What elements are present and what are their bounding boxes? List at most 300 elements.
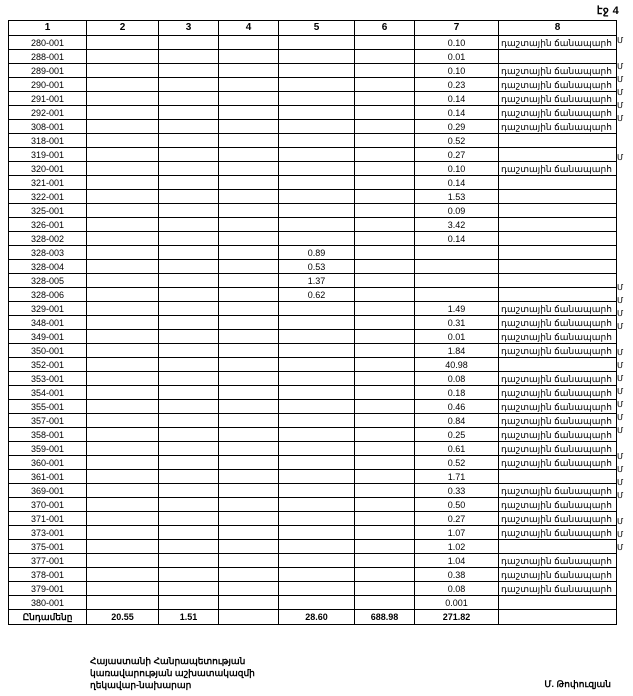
cell-col1: 371-001 [9, 512, 87, 526]
overflow-cell: Մ [617, 36, 624, 45]
overflow-cell [617, 125, 633, 138]
cell-col2 [87, 498, 159, 512]
cell-col7: 0.14 [415, 232, 499, 246]
cell-col8 [499, 50, 617, 64]
cell-col3 [159, 470, 219, 484]
cell-col8: դաշտային ճանապարհ [499, 64, 617, 78]
cell-col4 [219, 36, 279, 50]
cell-col2 [87, 456, 159, 470]
cell-col6 [355, 498, 415, 512]
cell-col7: 1.07 [415, 526, 499, 540]
cell-col3 [159, 554, 219, 568]
cell-col4 [219, 288, 279, 302]
cell-col3 [159, 64, 219, 78]
table-row [9, 218, 617, 232]
cell-col8 [499, 596, 617, 610]
cell-col6 [355, 414, 415, 428]
cell-col4 [219, 456, 279, 470]
cell-col5 [279, 512, 355, 526]
cell-col5 [279, 372, 355, 386]
cell-col7: 1.49 [415, 302, 499, 316]
cell-col1: 291-001 [9, 92, 87, 106]
cell-col8: դաշտային ճանապարհ [499, 372, 617, 386]
cell-col4 [219, 470, 279, 484]
overflow-cell [617, 229, 633, 242]
cell-col2 [87, 64, 159, 78]
cell-col6 [355, 134, 415, 148]
cell-col7: 0.52 [415, 456, 499, 470]
cell-col6 [355, 36, 415, 50]
cell-col3 [159, 316, 219, 330]
cell-col5: 1.37 [279, 274, 355, 288]
cell-col5 [279, 400, 355, 414]
cell-col5 [279, 78, 355, 92]
cell-col8: դաշտային ճանապարհ [499, 484, 617, 498]
cell-col3 [159, 218, 219, 232]
total-cell-col4 [219, 610, 279, 625]
cell-col7: 1.04 [415, 554, 499, 568]
cell-col3 [159, 386, 219, 400]
land-data-table [8, 20, 617, 625]
cell-col5 [279, 190, 355, 204]
cell-col7: 0.25 [415, 428, 499, 442]
cell-col5 [279, 204, 355, 218]
cell-col6 [355, 400, 415, 414]
cell-col1: 328-002 [9, 232, 87, 246]
table-row [9, 512, 617, 526]
total-cell-col1: Ընդամենը [9, 610, 87, 625]
cell-col8: դաշտային ճանապարհ [499, 330, 617, 344]
cell-col4 [219, 190, 279, 204]
page-label: էջ 4 [596, 5, 619, 17]
cell-col5 [279, 148, 355, 162]
cell-col2 [87, 526, 159, 540]
cell-col1: 318-001 [9, 134, 87, 148]
cell-col7: 0.29 [415, 120, 499, 134]
table-row [9, 50, 617, 64]
cell-col3 [159, 120, 219, 134]
cell-col6 [355, 204, 415, 218]
column-header-5: 5 [279, 21, 355, 36]
cell-col3 [159, 512, 219, 526]
cell-col1: 329-001 [9, 302, 87, 316]
cell-col4 [219, 372, 279, 386]
cell-col1: 289-001 [9, 64, 87, 78]
table-row [9, 36, 617, 50]
table-row [9, 162, 617, 176]
cell-col3 [159, 134, 219, 148]
cell-col1: 357-001 [9, 414, 87, 428]
cell-col1: 377-001 [9, 554, 87, 568]
cell-col3 [159, 232, 219, 246]
total-cell-col5: 28.60 [279, 610, 355, 625]
overflow-cell [617, 268, 633, 281]
cell-col1: 308-001 [9, 120, 87, 134]
overflow-cell [617, 437, 633, 450]
cell-col5 [279, 134, 355, 148]
cell-col1: 359-001 [9, 442, 87, 456]
cell-col2 [87, 204, 159, 218]
table-row [9, 176, 617, 190]
overflow-cell [617, 502, 633, 515]
cell-col4 [219, 78, 279, 92]
cell-col7: 0.01 [415, 50, 499, 64]
cell-col5 [279, 358, 355, 372]
cell-col7: 0.14 [415, 92, 499, 106]
cell-col2 [87, 50, 159, 64]
cell-col1: 369-001 [9, 484, 87, 498]
cell-col1: 378-001 [9, 568, 87, 582]
cell-col5 [279, 582, 355, 596]
overflow-cell [617, 203, 633, 216]
cell-col7: 0.23 [415, 78, 499, 92]
table-row [9, 134, 617, 148]
cell-col7: 0.01 [415, 330, 499, 344]
cell-col7: 0.31 [415, 316, 499, 330]
cell-col5 [279, 456, 355, 470]
cell-col3 [159, 568, 219, 582]
cell-col4 [219, 246, 279, 260]
cell-col8 [499, 540, 617, 554]
cell-col8 [499, 246, 617, 260]
cell-col8 [499, 232, 617, 246]
overflow-header-spacer [617, 20, 633, 34]
cell-col6 [355, 50, 415, 64]
cell-col2 [87, 218, 159, 232]
table-row [9, 540, 617, 554]
cell-col8: դաշտային ճանապարհ [499, 92, 617, 106]
table-row [9, 400, 617, 414]
cell-col4 [219, 302, 279, 316]
cell-col3 [159, 260, 219, 274]
cell-col4 [219, 330, 279, 344]
cell-col8: դաշտային ճանապարհ [499, 120, 617, 134]
table-row [9, 246, 617, 260]
cell-col7: 0.27 [415, 148, 499, 162]
total-cell-col2: 20.55 [87, 610, 159, 625]
cell-col8: դաշտային ճանապարհ [499, 316, 617, 330]
cell-col6 [355, 484, 415, 498]
cell-col5 [279, 484, 355, 498]
cell-col4 [219, 596, 279, 610]
cell-col7: 1.71 [415, 470, 499, 484]
cell-col5: 0.62 [279, 288, 355, 302]
cell-col8 [499, 358, 617, 372]
cell-col1: 375-001 [9, 540, 87, 554]
cell-col7: 0.84 [415, 414, 499, 428]
cell-col8 [499, 288, 617, 302]
overflow-cell [617, 47, 633, 60]
table-row [9, 428, 617, 442]
cell-col6 [355, 442, 415, 456]
cell-col5 [279, 92, 355, 106]
cell-col3 [159, 428, 219, 442]
overflow-cell: Մ [617, 543, 624, 552]
cell-col6 [355, 568, 415, 582]
cell-col1: 292-001 [9, 106, 87, 120]
cell-col2 [87, 302, 159, 316]
cell-col1: 355-001 [9, 400, 87, 414]
cell-col2 [87, 414, 159, 428]
cell-col2 [87, 568, 159, 582]
cell-col6 [355, 428, 415, 442]
cell-col3 [159, 400, 219, 414]
cell-col1: 320-001 [9, 162, 87, 176]
cell-col1: 325-001 [9, 204, 87, 218]
cell-col3 [159, 540, 219, 554]
cell-col3 [159, 36, 219, 50]
table-row [9, 414, 617, 428]
cell-col2 [87, 372, 159, 386]
cell-col7: 0.33 [415, 484, 499, 498]
cell-col5 [279, 120, 355, 134]
cell-col2 [87, 470, 159, 484]
cell-col5 [279, 36, 355, 50]
table-row [9, 582, 617, 596]
cell-col7: 0.61 [415, 442, 499, 456]
cell-col2 [87, 316, 159, 330]
table-row [9, 64, 617, 78]
cell-col2 [87, 134, 159, 148]
cell-col6 [355, 120, 415, 134]
cell-col3 [159, 92, 219, 106]
cell-col8 [499, 148, 617, 162]
cell-col7: 0.50 [415, 498, 499, 512]
cell-col2 [87, 400, 159, 414]
cell-col7 [415, 274, 499, 288]
table-row [9, 344, 617, 358]
cell-col8: դաշտային ճանապարհ [499, 526, 617, 540]
cell-col7: 0.10 [415, 162, 499, 176]
cell-col4 [219, 414, 279, 428]
column-header-3: 3 [159, 21, 219, 36]
cell-col2 [87, 190, 159, 204]
cell-col5 [279, 176, 355, 190]
cell-col7: 0.52 [415, 134, 499, 148]
cell-col6 [355, 596, 415, 610]
table-row [9, 358, 617, 372]
cell-col7: 1.02 [415, 540, 499, 554]
cell-col2 [87, 148, 159, 162]
cell-col3 [159, 190, 219, 204]
cell-col7: 0.10 [415, 36, 499, 50]
table-row [9, 456, 617, 470]
footer-line-2: կառավարության աշխատակազմի [90, 668, 255, 678]
cell-col3 [159, 330, 219, 344]
cell-col6 [355, 106, 415, 120]
overflow-cell: Մ [617, 530, 624, 539]
cell-col1: 328-003 [9, 246, 87, 260]
table-row [9, 554, 617, 568]
cell-col2 [87, 582, 159, 596]
cell-col8: դաշտային ճանապարհ [499, 428, 617, 442]
cell-col6 [355, 190, 415, 204]
cell-col4 [219, 526, 279, 540]
cell-col8 [499, 176, 617, 190]
cell-col3 [159, 456, 219, 470]
cell-col1: 379-001 [9, 582, 87, 596]
cell-col7: 0.14 [415, 106, 499, 120]
cell-col8: դաշտային ճանապարհ [499, 498, 617, 512]
overflow-cell: Մ [617, 465, 624, 474]
cell-col4 [219, 386, 279, 400]
cell-col7: 0.08 [415, 582, 499, 596]
cell-col3 [159, 498, 219, 512]
cell-col2 [87, 162, 159, 176]
cell-col6 [355, 260, 415, 274]
overflow-cell: Մ [617, 153, 624, 162]
cell-col5 [279, 540, 355, 554]
cell-col4 [219, 218, 279, 232]
cell-col4 [219, 106, 279, 120]
cell-col5 [279, 232, 355, 246]
cell-col3 [159, 204, 219, 218]
table-row [9, 330, 617, 344]
overflow-cell [617, 138, 633, 151]
cell-col4 [219, 400, 279, 414]
overflow-cell: Մ [617, 88, 624, 97]
cell-col4 [219, 232, 279, 246]
cell-col8: դաշտային ճանապարհ [499, 554, 617, 568]
cell-col4 [219, 204, 279, 218]
table-row [9, 470, 617, 484]
cell-col1: 361-001 [9, 470, 87, 484]
cell-col4 [219, 92, 279, 106]
overflow-cell: Մ [617, 348, 624, 357]
cell-col1: 352-001 [9, 358, 87, 372]
cell-col2 [87, 92, 159, 106]
cell-col2 [87, 246, 159, 260]
cell-col7: 0.08 [415, 372, 499, 386]
cell-col1: 370-001 [9, 498, 87, 512]
cell-col3 [159, 288, 219, 302]
cell-col2 [87, 330, 159, 344]
footer-line-3: ղեկավար-նախարար [90, 680, 192, 690]
cell-col4 [219, 344, 279, 358]
cell-col8 [499, 260, 617, 274]
cell-col3 [159, 148, 219, 162]
cell-col7: 1.53 [415, 190, 499, 204]
cell-col2 [87, 512, 159, 526]
cell-col4 [219, 134, 279, 148]
cell-col5 [279, 596, 355, 610]
cell-col2 [87, 428, 159, 442]
overflow-cell: Մ [617, 517, 624, 526]
cell-col1: 321-001 [9, 176, 87, 190]
cell-col3 [159, 78, 219, 92]
cell-col6 [355, 330, 415, 344]
cell-col6 [355, 316, 415, 330]
overflow-cell [617, 164, 633, 177]
cell-col3 [159, 526, 219, 540]
cell-col8: դաշտային ճանապարհ [499, 442, 617, 456]
cell-col6 [355, 358, 415, 372]
cell-col6 [355, 302, 415, 316]
table-row [9, 78, 617, 92]
table-row [9, 302, 617, 316]
cell-col2 [87, 260, 159, 274]
cell-col7: 0.38 [415, 568, 499, 582]
cell-col1: 328-005 [9, 274, 87, 288]
cell-col8 [499, 204, 617, 218]
cell-col7: 0.10 [415, 64, 499, 78]
cell-col1: 348-001 [9, 316, 87, 330]
cell-col3 [159, 106, 219, 120]
cell-col1: 373-001 [9, 526, 87, 540]
cell-col6 [355, 148, 415, 162]
column-header-4: 4 [219, 21, 279, 36]
cell-col1: 380-001 [9, 596, 87, 610]
overflow-cell: Մ [617, 322, 624, 331]
cell-col6 [355, 92, 415, 106]
cell-col2 [87, 596, 159, 610]
table-row [9, 120, 617, 134]
overflow-cell [617, 333, 633, 346]
cell-col6 [355, 288, 415, 302]
cell-col8: դաշտային ճանապարհ [499, 512, 617, 526]
table-row [9, 372, 617, 386]
column-header-2: 2 [87, 21, 159, 36]
cell-col6 [355, 582, 415, 596]
table-row [9, 386, 617, 400]
cell-col5 [279, 428, 355, 442]
cell-col1: 328-004 [9, 260, 87, 274]
overflow-cell: Մ [617, 75, 624, 84]
table-row [9, 568, 617, 582]
cell-col1: 328-006 [9, 288, 87, 302]
total-cell-col8 [499, 610, 617, 625]
cell-col4 [219, 568, 279, 582]
cell-col8 [499, 218, 617, 232]
cell-col2 [87, 554, 159, 568]
cell-col2 [87, 106, 159, 120]
cell-col5 [279, 316, 355, 330]
overflow-cell: Մ [617, 361, 624, 370]
cell-col1: 319-001 [9, 148, 87, 162]
cell-col5 [279, 498, 355, 512]
cell-col7: 3.42 [415, 218, 499, 232]
cell-col4 [219, 260, 279, 274]
cell-col7: 0.001 [415, 596, 499, 610]
table-row [9, 484, 617, 498]
cell-col4 [219, 540, 279, 554]
table-body [9, 21, 617, 625]
table-row [9, 260, 617, 274]
cell-col8: դաշտային ճանապարհ [499, 344, 617, 358]
cell-col3 [159, 484, 219, 498]
overflow-cell: Մ [617, 387, 624, 396]
cell-col5 [279, 218, 355, 232]
cell-col4 [219, 554, 279, 568]
cell-col5: 0.53 [279, 260, 355, 274]
cell-col5: 0.89 [279, 246, 355, 260]
table-row [9, 288, 617, 302]
cell-col5 [279, 414, 355, 428]
cell-col2 [87, 386, 159, 400]
cell-col4 [219, 176, 279, 190]
overflow-cell: Մ [617, 309, 624, 318]
cell-col6 [355, 344, 415, 358]
cell-col2 [87, 232, 159, 246]
overflow-cell: Մ [617, 101, 624, 110]
cell-col2 [87, 358, 159, 372]
cell-col5 [279, 386, 355, 400]
cell-col1: 354-001 [9, 386, 87, 400]
cell-col3 [159, 274, 219, 288]
cell-col3 [159, 246, 219, 260]
cell-col3 [159, 358, 219, 372]
table-row [9, 190, 617, 204]
